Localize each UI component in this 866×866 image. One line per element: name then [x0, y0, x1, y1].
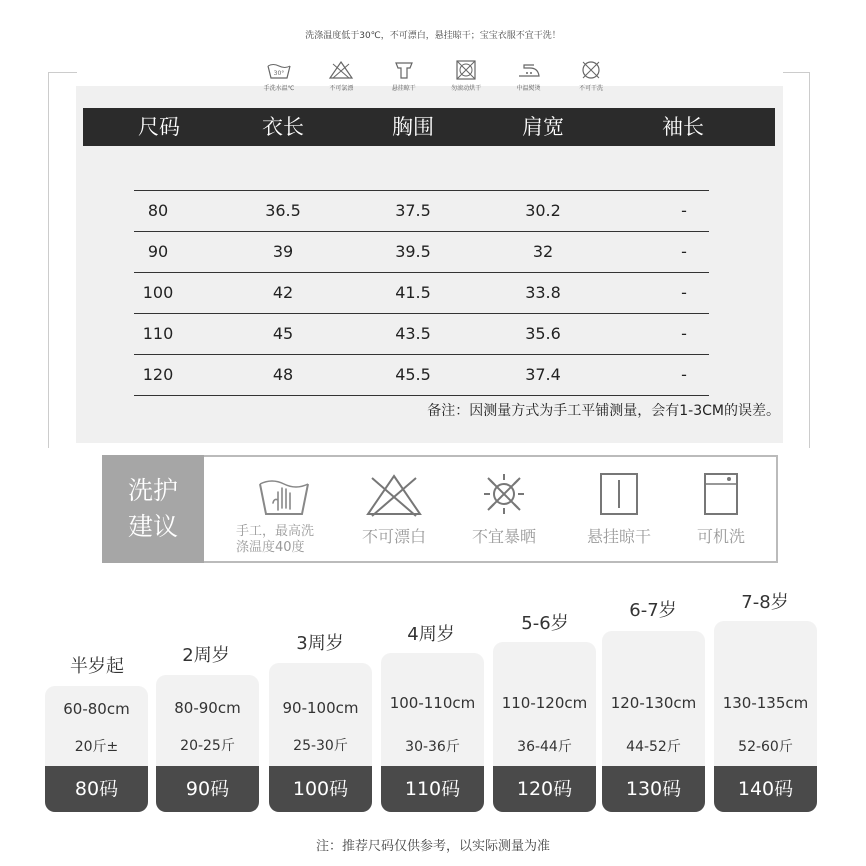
size-card: 100-110cm 30-36斤 110码: [381, 653, 484, 812]
measurement-remark: 备注：因测量方式为手工平铺测量，会有1-3CM的误差。: [427, 403, 780, 419]
size-guide-note: 注：推荐尺码仅供参考，以实际测量为准: [315, 839, 550, 854]
size-table-header: [83, 108, 775, 146]
header-shoulder: 肩宽: [522, 115, 564, 139]
wash-item: 可机洗: [665, 470, 777, 547]
no-dry-clean-icon: [578, 60, 604, 80]
care-icon-item: 不可干洗: [562, 58, 620, 104]
no-bleach-icon: [328, 60, 354, 80]
age-label: 7-8岁: [741, 592, 789, 613]
age-label: 5-6岁: [521, 613, 569, 634]
hand-wash-icon: [256, 470, 312, 518]
hang-dry-icon: [391, 60, 417, 80]
no-tumble-dry-icon: [453, 60, 479, 80]
wash-item: 手工，最高洗 涤温度40度: [228, 470, 340, 556]
table-row: 90 39 39.5 32 -: [134, 231, 709, 272]
care-icon-item: 中温熨烫: [500, 58, 558, 104]
wash-item: 不宜暴晒: [448, 470, 560, 547]
table-row: 110 45 43.5 35.6 -: [134, 313, 709, 354]
machine-wash-icon: [693, 470, 749, 518]
iron-icon: [516, 60, 542, 80]
header-size: 尺码: [138, 115, 180, 139]
header-length: 衣长: [262, 115, 304, 139]
age-label: 3周岁: [296, 633, 344, 654]
care-icon-strip: [250, 58, 620, 104]
header-sleeve: 袖长: [662, 115, 704, 139]
age-label: 半岁起: [70, 656, 124, 677]
no-bleach-icon: [364, 470, 424, 518]
table-row: 100 42 41.5 33.8 -: [134, 272, 709, 313]
size-card: 60-80cm 20斤± 80码: [45, 686, 148, 812]
hand-wash-icon: [266, 60, 292, 80]
age-label: 6-7岁: [629, 600, 677, 621]
care-note: 洗涤温度低于30℃，不可漂白，悬挂晾干；宝宝衣服不宜干洗！: [305, 31, 561, 41]
age-label: 4周岁: [407, 624, 455, 645]
size-card: 130-135cm 52-60斤 140码: [714, 621, 817, 812]
table-row: 120 48 45.5 37.4 -: [134, 354, 709, 396]
header-chest: 胸围: [392, 115, 434, 139]
wash-item: 悬挂晾干: [563, 470, 675, 547]
care-icon-item: 不可氯漂: [312, 58, 370, 104]
care-icon-item: 30° 手洗水温℃: [250, 58, 308, 104]
frame-left: [48, 72, 77, 448]
wash-item: 不可漂白: [338, 470, 450, 547]
hang-dry-icon: [591, 470, 647, 518]
size-card: 90-100cm 25-30斤 100码: [269, 663, 372, 812]
care-icon-item: 悬挂晾干: [375, 58, 433, 104]
wash-advice-title: 洗护 建议: [102, 455, 204, 563]
care-icon-item: 勿滚动烘干: [437, 58, 495, 104]
age-label: 2周岁: [182, 645, 230, 666]
size-card: 110-120cm 36-44斤 120码: [493, 642, 596, 812]
table-row: 80 36.5 37.5 30.2 -: [134, 190, 709, 231]
size-card: 80-90cm 20-25斤 90码: [156, 675, 259, 812]
no-sun-icon: [476, 470, 532, 518]
svg-text:30°: 30°: [273, 70, 285, 77]
size-card: 120-130cm 44-52斤 130码: [602, 631, 705, 812]
frame-right: [783, 72, 810, 448]
